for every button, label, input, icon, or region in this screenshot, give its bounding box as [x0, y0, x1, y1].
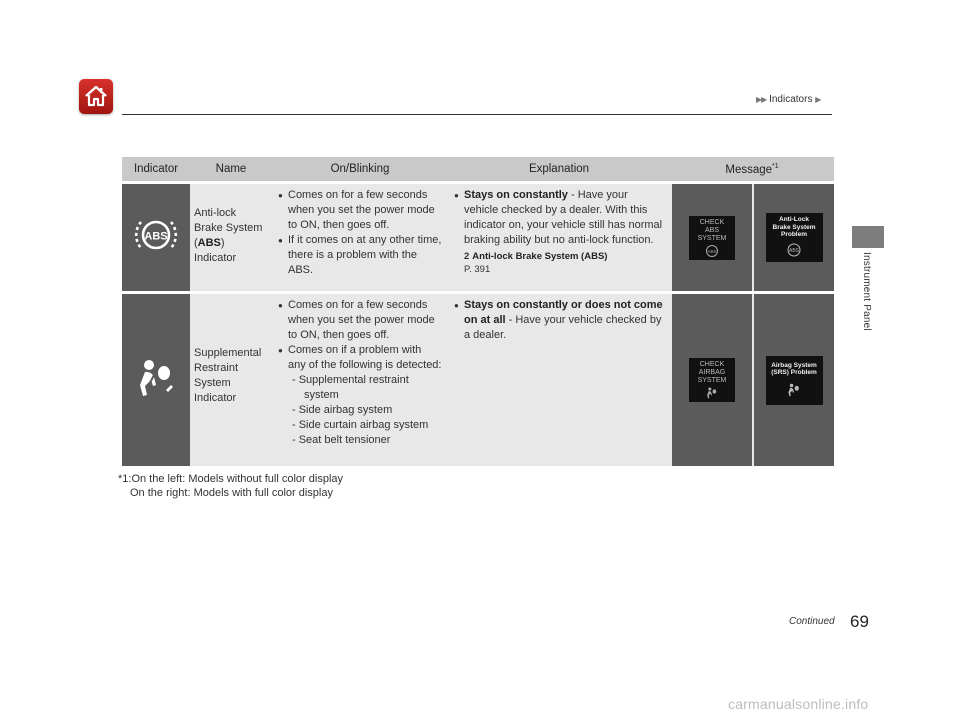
- on-blinking-srs: [272, 294, 448, 466]
- list-item: - Side airbag system: [292, 404, 393, 416]
- airbag-small-icon: [704, 386, 720, 400]
- header-explanation: Explanation: [448, 157, 670, 181]
- message-display-basic: CHECK AIRBAG SYSTEM: [689, 358, 735, 402]
- indicator-table: [122, 157, 834, 466]
- list-item: system: [304, 389, 339, 401]
- table-row: [122, 184, 834, 291]
- footnote-marker: *1: [772, 162, 779, 170]
- breadcrumb-label: Indicators: [769, 94, 813, 105]
- home-icon: [83, 83, 109, 109]
- list-item: ● Comes on for a few seconds when you set the power mode to ON, then goes off.: [278, 298, 442, 343]
- explanation-abs: [448, 184, 670, 291]
- section-tab[interactable]: [852, 226, 884, 248]
- header-indicator: Indicator: [122, 157, 190, 181]
- airbag-srs-icon: [133, 355, 179, 401]
- list-item: - Side curtain airbag system: [292, 419, 429, 431]
- list-item: ● Comes on for a few seconds when you set the power mode to ON, then goes off.: [278, 188, 442, 233]
- list-item: ● If it comes on at any other time, there is a problem with the ABS.: [278, 233, 442, 278]
- indicator-cell: [122, 294, 190, 466]
- abs-warning-icon: [133, 215, 179, 255]
- indicator-name-abs: Anti-lock Brake System (ABS) Indicator: [190, 184, 272, 291]
- indicator-name-srs: Supplemental Restraint System Indicator: [190, 294, 272, 466]
- abs-small-icon: [703, 244, 721, 258]
- message-cell-basic: [670, 184, 752, 291]
- svg-text:ABS: ABS: [788, 247, 800, 254]
- abs-small-icon: [784, 242, 804, 258]
- page-reference-link[interactable]: 2 Anti-lock Brake System (ABS) P. 391: [464, 251, 608, 275]
- header-on-blinking: On/Blinking: [272, 157, 448, 181]
- on-blinking-abs: [272, 184, 448, 291]
- detected-list: [278, 373, 442, 448]
- header-name: Name: [190, 157, 272, 181]
- message-cell-full-color: [752, 184, 834, 291]
- continued-label: Continued: [789, 616, 835, 627]
- section-tab-label: Instrument Panel: [861, 252, 872, 331]
- message-display-full-color: Anti-Lock Brake System Problem ABS: [766, 213, 823, 262]
- breadcrumb[interactable]: [756, 94, 820, 105]
- list-item: - Seat belt tensioner: [292, 434, 391, 446]
- footnote: *1:On the left: Models without full color display On the right: Models with full color display: [118, 473, 344, 499]
- breadcrumb-arrow-icon: ▶▶: [756, 95, 767, 104]
- home-button[interactable]: [79, 79, 113, 114]
- page-number: 69: [850, 612, 869, 631]
- list-item: ● Stays on constantly or does not come on at all - Have your vehicle checked by a dealer.: [454, 298, 664, 343]
- indicator-cell: [122, 184, 190, 291]
- breadcrumb-arrow-icon: ▶: [815, 95, 821, 104]
- list-item: ● Stays on constantly - Have your vehicle checked by a dealer. With this indicator on, your vehicle still has normal braking ability but no anti-lock function.: [454, 188, 664, 248]
- svg-text:ABS: ABS: [707, 248, 717, 254]
- airbag-small-icon: [785, 382, 803, 398]
- explanation-srs: [448, 294, 670, 466]
- message-cell-full-color: [752, 294, 834, 466]
- message-display-full-color: Airbag System (SRS) Problem: [766, 356, 823, 405]
- message-cell-basic: [670, 294, 752, 466]
- table-header-row: [122, 157, 834, 181]
- header-message: Message$^{*1}$: [670, 157, 834, 181]
- header-rule: [122, 114, 832, 115]
- list-item: ● Comes on if a problem with any of the following is detected:: [278, 343, 442, 373]
- reference-arrow-icon: 2: [464, 251, 470, 262]
- list-item: - Supplemental restraint: [292, 374, 409, 386]
- svg-text:ABS: ABS: [144, 230, 168, 243]
- table-row: [122, 294, 834, 466]
- message-display-basic: CHECK ABS SYSTEM ABS: [689, 216, 735, 260]
- watermark: carmanualsonline.info: [728, 696, 869, 712]
